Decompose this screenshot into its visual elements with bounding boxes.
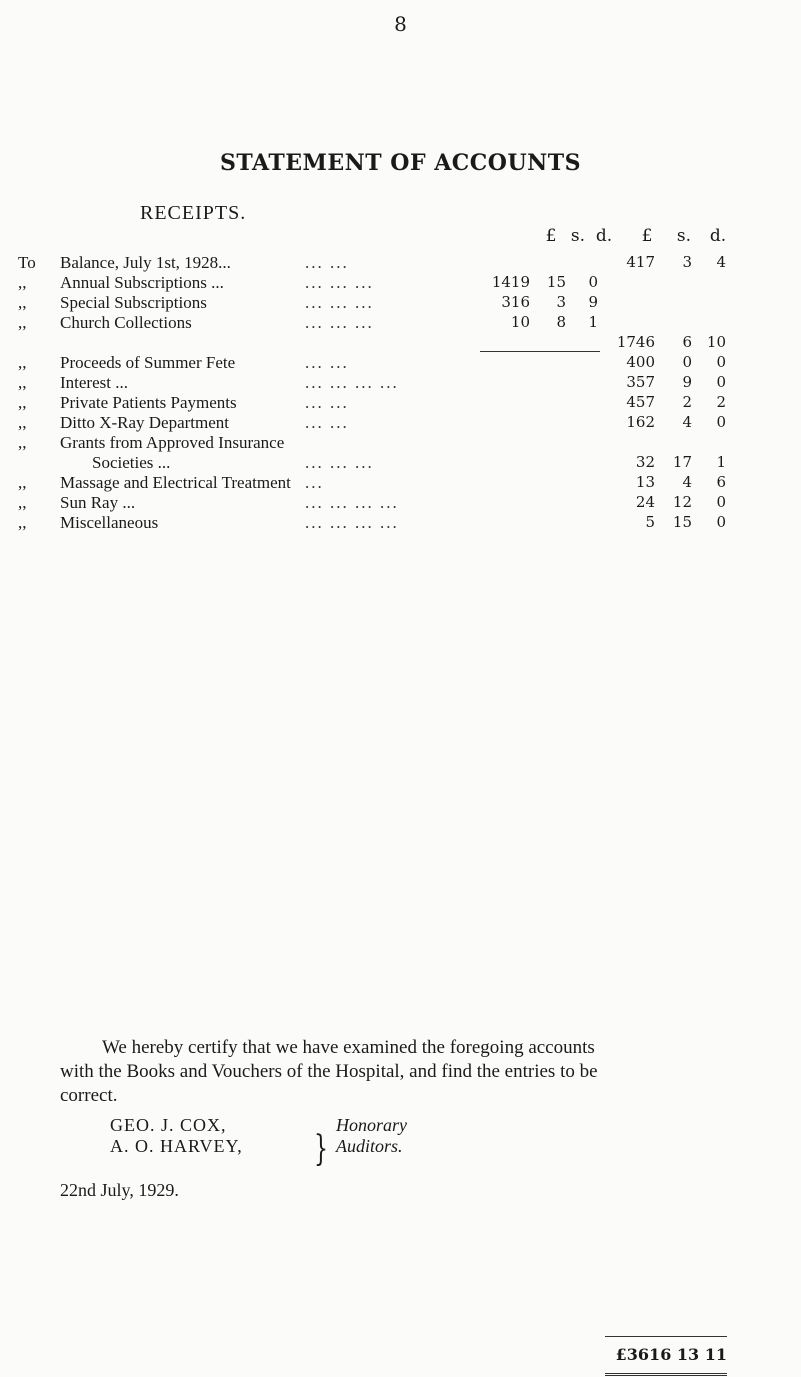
table-row xyxy=(0,433,801,455)
row-label: Interest ... xyxy=(60,373,128,392)
amount-pounds: 1746 xyxy=(616,333,655,351)
amount-pounds: 13 xyxy=(635,473,655,491)
amount-pence: 9 xyxy=(588,293,598,311)
page-number: 8 xyxy=(394,12,407,36)
row-prefix: ,, xyxy=(18,393,27,412)
amount-pounds: 10 xyxy=(510,313,530,331)
row-label: Sun Ray ... xyxy=(60,493,136,512)
table-row xyxy=(0,273,801,295)
leader-dots: ... ... ... xyxy=(305,453,374,472)
row-label: Grants from Approved Insurance xyxy=(60,433,285,452)
leader-dots: ... ... ... xyxy=(305,293,374,312)
amount-pounds: 357 xyxy=(626,373,655,391)
row-label: Private Patients Payments xyxy=(60,393,237,412)
table-row xyxy=(0,513,801,535)
amount-shillings: 15 xyxy=(546,273,566,291)
leader-dots: ... ... xyxy=(305,393,349,412)
row-label: Societies ... xyxy=(92,453,171,472)
subtotal-rule xyxy=(480,351,600,352)
row-label: Balance, July 1st, 1928... xyxy=(60,253,231,272)
header-pence: d. xyxy=(595,226,613,246)
leader-dots: ... ... ... ... xyxy=(305,373,399,392)
amount-shillings: 3 xyxy=(682,253,692,271)
amount-pence: 0 xyxy=(716,413,726,431)
leader-dots: ... xyxy=(305,473,324,492)
amount-pounds: 457 xyxy=(626,393,655,411)
auditor-name: A. O. HARVEY, xyxy=(110,1136,243,1156)
amount-shillings: 17 xyxy=(672,453,692,471)
row-prefix: ,, xyxy=(18,273,27,292)
total-double-rule xyxy=(605,1373,727,1376)
row-prefix: ,, xyxy=(18,513,27,532)
leader-dots: ... ... xyxy=(305,253,349,272)
row-prefix: ,, xyxy=(18,373,27,392)
total-rule xyxy=(605,1336,727,1337)
row-prefix: To xyxy=(18,253,36,272)
amount-shillings: 4 xyxy=(682,473,692,491)
row-prefix: ,, xyxy=(18,293,27,312)
amount-pounds: 32 xyxy=(635,453,655,471)
row-prefix: ,, xyxy=(18,313,27,332)
amount-pence: 6 xyxy=(716,473,726,491)
amount-shillings: 9 xyxy=(682,373,692,391)
auditor-name: GEO. J. COX, xyxy=(110,1115,227,1135)
table-row xyxy=(0,413,801,435)
table-row xyxy=(0,253,801,275)
amount-pence: 1 xyxy=(716,453,726,471)
table-row xyxy=(0,313,801,335)
header-shillings: s. xyxy=(570,226,586,246)
leader-dots: ... ... xyxy=(305,353,349,372)
row-label: Massage and Electrical Treatment xyxy=(60,473,291,492)
amount-pence: 0 xyxy=(716,353,726,371)
amount-shillings: 2 xyxy=(682,393,692,411)
leader-dots: ... ... ... ... xyxy=(305,493,399,512)
page-title: STATEMENT OF ACCOUNTS xyxy=(219,150,582,176)
amount-shillings: 6 xyxy=(682,333,692,351)
auditor-role: Auditors. xyxy=(336,1136,403,1156)
amount-shillings: 12 xyxy=(672,493,692,511)
table-row xyxy=(0,493,801,515)
section-heading: RECEIPTS. xyxy=(140,202,247,224)
amount-pence: 1 xyxy=(588,313,598,331)
amount-pence: 0 xyxy=(588,273,598,291)
row-prefix: ,, xyxy=(18,433,27,452)
table-row xyxy=(0,393,801,415)
amount-shillings: 3 xyxy=(556,293,566,311)
amount-pounds: 24 xyxy=(635,493,655,511)
row-prefix: ,, xyxy=(18,473,27,492)
auditor-role: Honorary xyxy=(336,1115,407,1135)
amount-pence: 10 xyxy=(706,333,726,351)
table-row xyxy=(0,473,801,495)
amount-pounds: 162 xyxy=(626,413,655,431)
table-row xyxy=(0,353,801,375)
row-prefix: ,, xyxy=(18,413,27,432)
amount-pence: 0 xyxy=(716,493,726,511)
brace-glyph: } xyxy=(314,1129,328,1170)
leader-dots: ... ... xyxy=(305,413,349,432)
leader-dots: ... ... ... xyxy=(305,273,374,292)
amount-pence: 4 xyxy=(716,253,726,271)
row-prefix: ,, xyxy=(18,493,27,512)
amount-pence: 0 xyxy=(716,513,726,531)
amount-pence: 0 xyxy=(716,373,726,391)
row-prefix: ,, xyxy=(18,353,27,372)
table-row xyxy=(0,373,801,395)
signed-date: 22nd July, 1929. xyxy=(60,1180,179,1200)
table-row xyxy=(0,453,801,475)
amount-pounds: 5 xyxy=(645,513,655,531)
leader-dots: ... ... ... ... xyxy=(305,513,399,532)
row-label: Special Subscriptions xyxy=(60,293,207,312)
amount-shillings: 4 xyxy=(682,413,692,431)
amount-pence: 2 xyxy=(716,393,726,411)
header-pounds-total: £ xyxy=(641,226,653,246)
amount-shillings: 8 xyxy=(556,313,566,331)
amount-shillings: 15 xyxy=(672,513,692,531)
amount-pounds: 417 xyxy=(626,253,655,271)
header-pence-total: d. xyxy=(709,226,727,246)
row-label: Proceeds of Summer Fete xyxy=(60,353,236,372)
row-label: Church Collections xyxy=(60,313,192,332)
amount-shillings: 0 xyxy=(682,353,692,371)
grand-total: £3616 13 11 xyxy=(615,1345,727,1364)
leader-dots: ... ... ... xyxy=(305,313,374,332)
table-row xyxy=(0,293,801,315)
amount-pounds: 316 xyxy=(501,293,530,311)
table-row xyxy=(0,333,801,355)
row-label: Ditto X-Ray Department xyxy=(60,413,230,432)
audit-certificate: We hereby certify that we have examined the foregoing accounts with the Books and Vouchers of the Hospital, and find the entries to be correct. xyxy=(60,1037,598,1106)
header-shillings-total: s. xyxy=(676,226,692,246)
amount-pounds: 400 xyxy=(626,353,655,371)
row-label: Miscellaneous xyxy=(60,513,159,532)
header-pounds: £ xyxy=(545,226,557,246)
amount-pounds: 1419 xyxy=(491,273,530,291)
row-label: Annual Subscriptions ... xyxy=(60,273,224,292)
